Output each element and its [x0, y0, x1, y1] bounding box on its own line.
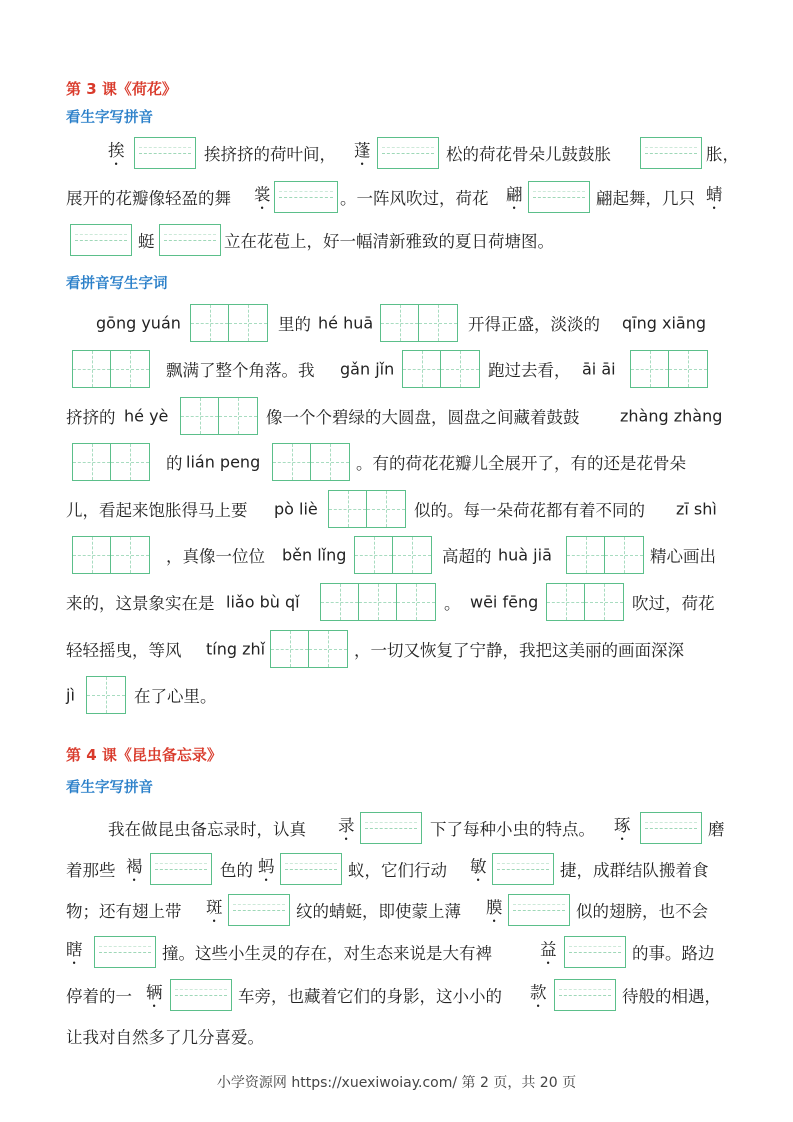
pinyin-answer-box[interactable]: [508, 894, 570, 926]
text: 膜: [486, 898, 503, 917]
char-answer-box[interactable]: [320, 583, 436, 621]
pinyin: zī shì: [676, 499, 717, 519]
text: ，一切又恢复了宁静，我把这美丽的画面深深: [354, 641, 684, 660]
section-char-to-pinyin: 看生字写拼音: [66, 780, 153, 796]
text: 似的翅膀，也不会: [576, 902, 708, 921]
exercise-line: [0, 806, 793, 850]
text: 精心画出: [650, 547, 716, 566]
pinyin: běn lǐng: [282, 545, 347, 565]
text: 来的，这景象实在是: [66, 594, 215, 613]
text: 里的: [278, 315, 311, 334]
text: 儿，看起来饱胀得马上要: [66, 501, 248, 520]
lesson-4-title: 第 4 课《昆虫备忘录》: [66, 746, 222, 764]
exercise-line: [0, 1014, 793, 1058]
text: 像一个个碧绿的大圆盘，圆盘之间藏着鼓鼓: [266, 408, 580, 427]
pinyin: liǎo bù qǐ: [226, 592, 300, 612]
pinyin: gǎn jǐn: [340, 359, 395, 379]
text: 褐: [126, 857, 143, 876]
char-answer-box[interactable]: [72, 350, 150, 388]
pinyin-answer-box[interactable]: [70, 224, 132, 256]
pinyin: gōng yuán: [96, 313, 181, 333]
pinyin-answer-box[interactable]: [640, 137, 702, 169]
text: 立在花苞上，好一幅清新雅致的夏日荷塘图。: [224, 232, 554, 251]
pinyin-answer-box[interactable]: [492, 853, 554, 885]
text: 的: [166, 454, 183, 473]
exercise-line: [0, 347, 793, 391]
text: 蚂: [258, 857, 275, 876]
text: 的事。路边: [632, 944, 715, 963]
pinyin: pò liè: [274, 499, 318, 519]
text: 展开的花瓣像轻盈的舞: [66, 189, 231, 208]
pinyin-answer-box[interactable]: [170, 979, 232, 1011]
text: 似的。每一朵荷花都有着不同的: [414, 501, 645, 520]
pinyin-answer-box[interactable]: [377, 137, 439, 169]
text: 让我对自然多了几分喜爱。: [66, 1028, 264, 1047]
text: 挨挤挤的荷叶间，: [204, 145, 336, 164]
text: 。一阵风吹过，荷花: [340, 189, 489, 208]
pinyin-answer-box[interactable]: [528, 181, 590, 213]
char-answer-box[interactable]: [328, 490, 406, 528]
text: 待般的相遇，: [622, 987, 721, 1006]
text: 翩: [506, 185, 523, 204]
exercise-line: [0, 888, 793, 932]
pinyin: hé huā: [318, 313, 374, 333]
pinyin-answer-box[interactable]: [554, 979, 616, 1011]
text: 物；还有翅上带: [66, 902, 182, 921]
text: 。: [444, 594, 461, 613]
pinyin: lián peng: [186, 452, 261, 472]
text: 琢: [614, 816, 631, 835]
text: 。有的荷花花瓣儿全展开了，有的还是花骨朵: [356, 454, 686, 473]
text: 录: [338, 816, 355, 835]
pinyin: jì: [66, 685, 75, 705]
text: 色的: [220, 861, 253, 880]
text: 撞。这些小生灵的存在，对生态来说是大有裨: [162, 944, 492, 963]
exercise-line: [0, 440, 793, 484]
text: 瞎: [66, 940, 83, 959]
section-pinyin-to-char: 看拼音写生字词: [66, 276, 168, 292]
pinyin-answer-box[interactable]: [134, 137, 196, 169]
exercise-line: [0, 930, 793, 974]
pinyin-answer-box[interactable]: [280, 853, 342, 885]
text: ，真像一位位: [166, 547, 265, 566]
text: 飘满了整个角落。我: [166, 361, 315, 380]
text: 磨: [708, 820, 725, 839]
text: 车旁，也藏着它们的身影，这小小的: [238, 987, 502, 1006]
text: 吹过，荷花: [632, 594, 715, 613]
char-answer-box[interactable]: [272, 443, 350, 481]
pinyin-answer-box[interactable]: [360, 812, 422, 844]
exercise-line: [0, 131, 793, 175]
text: 着那些: [66, 861, 116, 880]
char-answer-box[interactable]: [72, 443, 150, 481]
pinyin-answer-box[interactable]: [94, 936, 156, 968]
section-char-to-pinyin: 看生字写拼音: [66, 110, 153, 126]
text: 裳: [254, 185, 271, 204]
text: 开得正盛，淡淡的: [468, 315, 600, 334]
pinyin: qīng xiāng: [622, 313, 706, 333]
text: 蜓: [138, 232, 155, 251]
exercise-line: [0, 580, 793, 624]
text: 我在做昆虫备忘录时，认真: [108, 820, 306, 839]
text: 款: [530, 983, 547, 1002]
text: 松的荷花骨朵儿鼓鼓胀: [446, 145, 611, 164]
char-answer-box[interactable]: [402, 350, 480, 388]
pinyin: tíng zhǐ: [206, 639, 266, 659]
text: 益: [540, 940, 557, 959]
page-footer: 小学资源网 https://xuexiwoiay.com/ 第 2 页，共 20 页: [216, 1075, 577, 1091]
text: 捷，成群结队搬着食: [560, 861, 709, 880]
text: 在了心里。: [134, 687, 217, 706]
exercise-line: [0, 175, 793, 219]
exercise-line: [0, 533, 793, 577]
pinyin-answer-box[interactable]: [159, 224, 221, 256]
char-answer-box[interactable]: [354, 536, 432, 574]
exercise-line: [0, 847, 793, 891]
pinyin: huà jiā: [498, 545, 552, 565]
text: 敏: [470, 857, 487, 876]
text: 挨: [108, 141, 125, 160]
text: 跑过去看，: [488, 361, 571, 380]
text: 蓬: [354, 141, 371, 160]
char-answer-box[interactable]: [72, 536, 150, 574]
text: 下了每种小虫的特点。: [430, 820, 595, 839]
pinyin-answer-box[interactable]: [150, 853, 212, 885]
text: 辆: [146, 983, 163, 1002]
exercise-line: [0, 487, 793, 531]
pinyin-answer-box[interactable]: [640, 812, 702, 844]
pinyin-answer-box[interactable]: [274, 181, 338, 213]
char-answer-box[interactable]: [566, 536, 644, 574]
char-answer-box[interactable]: [86, 676, 126, 714]
char-answer-box[interactable]: [270, 630, 348, 668]
char-answer-box[interactable]: [190, 304, 268, 342]
pinyin: wēi fēng: [470, 592, 539, 612]
exercise-line: [0, 673, 793, 717]
text: 轻轻摇曳，等风: [66, 641, 182, 660]
char-answer-box[interactable]: [180, 397, 258, 435]
text: 停着的一: [66, 987, 132, 1006]
text: 蚁，它们行动: [348, 861, 447, 880]
exercise-line: [0, 218, 793, 262]
exercise-line: [0, 301, 793, 345]
pinyin: āi āi: [582, 359, 616, 379]
pinyin-answer-box[interactable]: [564, 936, 626, 968]
pinyin-answer-box[interactable]: [228, 894, 290, 926]
text: 蜻: [706, 185, 723, 204]
text: 高超的: [442, 547, 492, 566]
exercise-line: [0, 973, 793, 1017]
pinyin: zhàng zhàng: [620, 406, 723, 426]
text: 纹的蜻蜓，即使蒙上薄: [296, 902, 461, 921]
pinyin: hé yè: [124, 406, 169, 426]
exercise-line: [0, 394, 793, 438]
char-answer-box[interactable]: [380, 304, 458, 342]
exercise-line: [0, 627, 793, 671]
lesson-3-title: 第 3 课《荷花》: [66, 80, 177, 98]
text: 斑: [206, 898, 223, 917]
char-answer-box[interactable]: [630, 350, 708, 388]
text: 翩起舞，几只: [596, 189, 695, 208]
text: 挤挤的: [66, 408, 116, 427]
text: 胀，: [706, 145, 739, 164]
char-answer-box[interactable]: [546, 583, 624, 621]
